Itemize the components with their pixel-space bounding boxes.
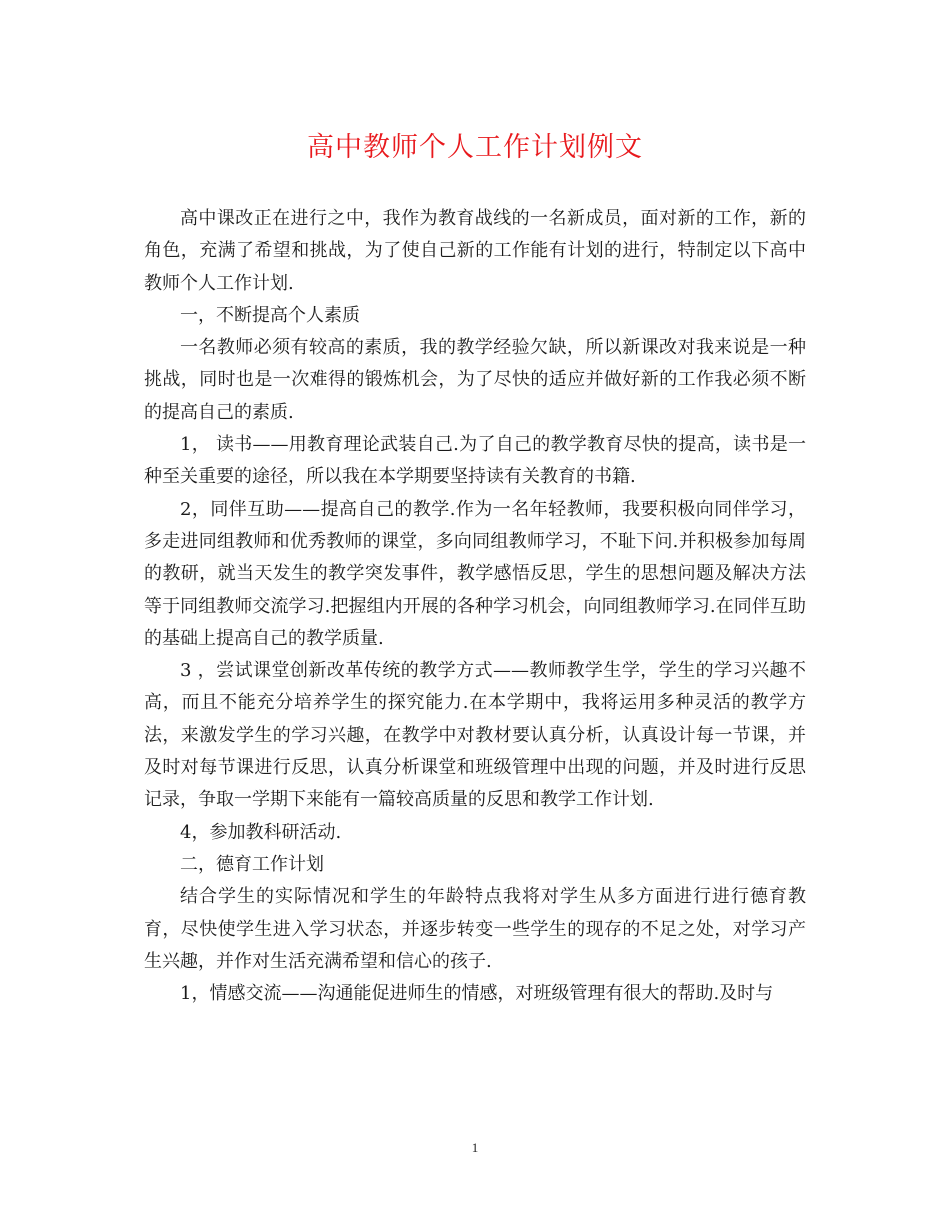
page-number: 1 (471, 1140, 479, 1155)
paragraph-intro: 高中课改正在进行之中，我作为教育战线的一名新成员，面对新的工作，新的角色，充满了希望和挑战，为了使自己新的工作能有计划的进行，特制定以下高中教师个人工作计划. (144, 208, 806, 294)
paragraph: 2，同伴互助——提高自己的教学.作为一名年轻教师，我要积极向同伴学习，多走进同组教师和优秀教师的课堂，多向同组教师学习，不耻下问.并积极参加每周的教研，就当天发生的教学突发事件，教学感悟反思，学生的思想问题及解决方法等于同组教师交流学习.把握组内开展的各种学习机会，向同组教师学习.在同伴互助的基础上提高自己的教学质量. (144, 498, 806, 649)
document-body (144, 203, 806, 1010)
paragraph: 结合学生的实际情况和学生的年龄特点我将对学生从多方面进行进行德育教育，尽快使学生进入学习状态，并逐步转变一些学生的现存的不足之处，对学习产生兴趣，并作对生活充满希望和信心的孩子. (144, 886, 806, 972)
paragraph: 1， 读书——用教育理论武装自己.为了自己的教学教育尽快的提高，读书是一种至关重要的途径，所以我在本学期要坚持读有关教育的书籍. (144, 434, 806, 488)
heading-section-2: 二，德育工作计划 (180, 853, 324, 875)
paragraph: 4，参加教科研活动. (180, 821, 342, 843)
paragraph: 1，情感交流——沟通能促进师生的情感，对班级管理有很大的帮助.及时与 (180, 983, 774, 1005)
document-title: 高中教师个人工作计划例文 (307, 132, 643, 163)
paragraph: 一名教师必须有较高的素质，我的教学经验欠缺，所以新课改对我来说是一种挑战，同时也是一次难得的锻炼机会，为了尽快的适应并做好新的工作我必须不断的提高自己的素质. (144, 337, 806, 423)
heading-section-1: 一，不断提高个人素质 (180, 304, 360, 326)
paragraph: 3 ，尝试课堂创新改革传统的教学方式——教师教学生学，学生的学习兴趣不高，而且不能充分培养学生的探究能力.在本学期中，我将运用多种灵活的教学方法，来激发学生的学习兴趣，在教学中对教材要认真分析，认真设计每一节课，并及时对每节课进行反思，认真分析课堂和班级管理中出现的问题，并及时进行反思记录，争取一学期下来能有一篇较高质量的反思和教学工作计划. (144, 660, 806, 811)
